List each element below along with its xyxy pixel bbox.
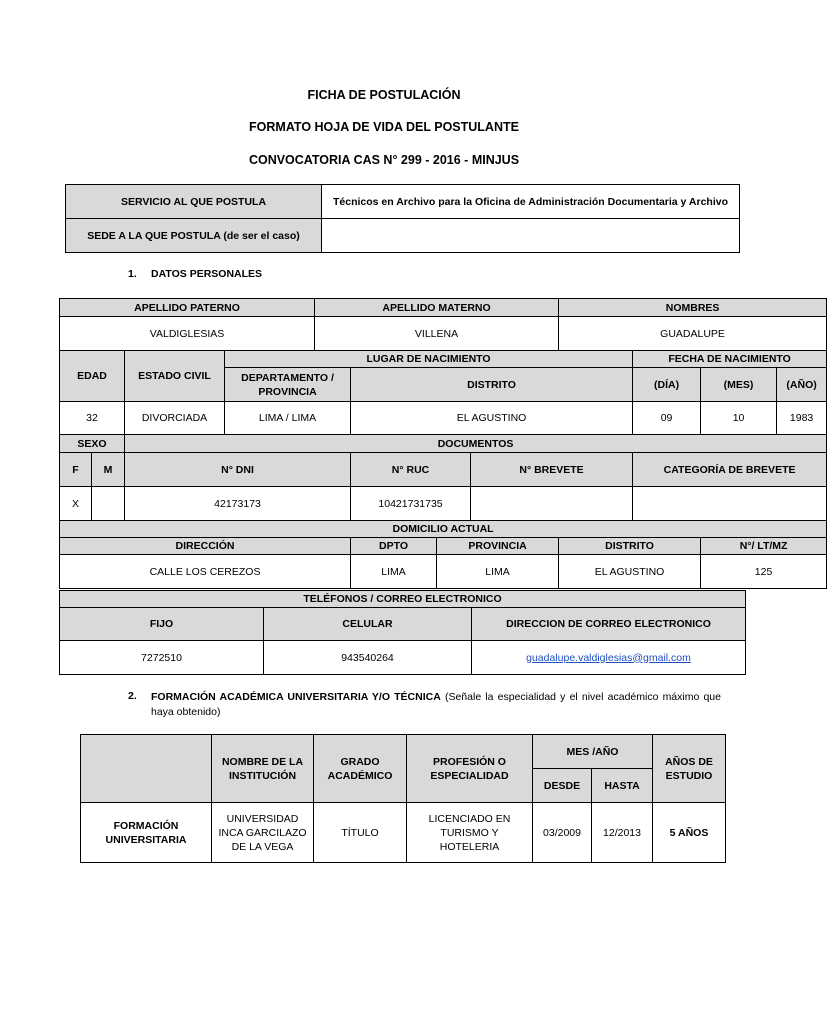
categoria-brevete-value: [633, 487, 827, 521]
dni-label: N° DNI: [125, 453, 351, 487]
fecha-nacimiento-label: FECHA DE NACIMIENTO: [633, 351, 827, 368]
domicilio-distrito-value: EL AGUSTINO: [559, 555, 701, 589]
apellido-paterno-value: VALDIGLESIAS: [60, 317, 315, 351]
sexo-label: SEXO: [60, 435, 125, 453]
telefonos-correo-label: TELÉFONOS / CORREO ELECTRONICO: [60, 591, 746, 608]
dni-value: 42173173: [125, 487, 351, 521]
ruc-value: 10421731735: [351, 487, 471, 521]
brevete-value: [471, 487, 633, 521]
apellido-materno-label: APELLIDO MATERNO: [315, 299, 559, 317]
direccion-label: DIRECCIÓN: [60, 538, 351, 555]
domicilio-distrito-label: DISTRITO: [559, 538, 701, 555]
personal-data-table: [59, 298, 827, 589]
formacion-universitaria-label: FORMACIÓN UNIVERSITARIA: [81, 803, 212, 863]
nombres-label: NOMBRES: [559, 299, 827, 317]
profesion-label: PROFESIÓN O ESPECIALIDAD: [407, 735, 533, 803]
mes-value: 10: [701, 402, 777, 435]
section-2-number: 2.: [128, 690, 137, 702]
institucion-value: UNIVERSIDAD INCA GARCILAZO DE LA VEGA: [212, 803, 314, 863]
estado-civil-label: ESTADO CIVIL: [125, 351, 225, 402]
anios-estudio-label: AÑOS DE ESTUDIO: [653, 735, 726, 803]
nombres-value: GUADALUPE: [559, 317, 827, 351]
sexo-f-value: X: [60, 487, 92, 521]
direccion-value: CALLE LOS CEREZOS: [60, 555, 351, 589]
grado-value: TÍTULO: [314, 803, 407, 863]
brevete-label: N° BREVETE: [471, 453, 633, 487]
sede-label: SEDE A LA QUE POSTULA (de ser el caso): [66, 219, 322, 253]
service-table: [65, 184, 740, 253]
fijo-value: 7272510: [60, 641, 264, 675]
desde-label: DESDE: [533, 769, 592, 803]
sexo-f-label: F: [60, 453, 92, 487]
distrito-label: DISTRITO: [351, 368, 633, 402]
departamento-provincia-label: DEPARTAMENTO / PROVINCIA: [225, 368, 351, 402]
correo-label: DIRECCION DE CORREO ELECTRONICO: [472, 608, 746, 641]
section-2-description: (Señale la especialidad y el nivel académico máximo que haya obtenido): [151, 691, 721, 718]
sexo-m-value: [92, 487, 125, 521]
anio-label: (AÑO): [777, 368, 827, 402]
email-link[interactable]: guadalupe.valdiglesias@gmail.com: [526, 651, 691, 664]
celular-label: CELULAR: [264, 608, 472, 641]
hasta-value: 12/2013: [592, 803, 653, 863]
form-subtitle: FORMATO HOJA DE VIDA DEL POSTULANTE: [249, 120, 519, 134]
sede-value: [322, 219, 740, 253]
edad-label: EDAD: [60, 351, 125, 402]
departamento-provincia-value: LIMA / LIMA: [225, 402, 351, 435]
dia-value: 09: [633, 402, 701, 435]
mes-label: (MES): [701, 368, 777, 402]
contact-table: [59, 590, 746, 675]
fijo-label: FIJO: [60, 608, 264, 641]
servicio-value: Técnicos en Archivo para la Oficina de Administración Documentaria y Archivo: [322, 185, 740, 219]
provincia-value: LIMA: [437, 555, 559, 589]
documentos-label: DOCUMENTOS: [125, 435, 827, 453]
provincia-label: PROVINCIA: [437, 538, 559, 555]
sexo-m-label: M: [92, 453, 125, 487]
convocatoria-title: CONVOCATORIA CAS N° 299 - 2016 - MINJUS: [248, 153, 520, 167]
servicio-label: SERVICIO AL QUE POSTULA: [66, 185, 322, 219]
hasta-label: HASTA: [592, 769, 653, 803]
celular-value: 943540264: [264, 641, 472, 675]
apellido-paterno-label: APELLIDO PATERNO: [60, 299, 315, 317]
numero-lt-mz-value: 125: [701, 555, 827, 589]
categoria-brevete-label: CATEGORÍA DE BREVETE: [633, 453, 827, 487]
section-1-number: 1.: [128, 268, 137, 280]
correo-cell: [472, 641, 746, 675]
dpto-label: DPTO: [351, 538, 437, 555]
estado-civil-value: DIVORCIADA: [125, 402, 225, 435]
grado-label: GRADO ACADÉMICO: [314, 735, 407, 803]
education-table: [80, 734, 726, 863]
dpto-value: LIMA: [351, 555, 437, 589]
profesion-value: LICENCIADO EN TURISMO Y HOTELERIA: [407, 803, 533, 863]
dia-label: (DÍA): [633, 368, 701, 402]
apellido-materno-value: VILLENA: [315, 317, 559, 351]
education-header-blank: [81, 735, 212, 803]
form-title: FICHA DE POSTULACIÓN: [307, 88, 461, 102]
anios-estudio-value: 5 AÑOS: [653, 803, 726, 863]
desde-value: 03/2009: [533, 803, 592, 863]
anio-value: 1983: [777, 402, 827, 435]
institucion-label: NOMBRE DE LA INSTITUCIÓN: [212, 735, 314, 803]
edad-value: 32: [60, 402, 125, 435]
lugar-nacimiento-label: LUGAR DE NACIMIENTO: [225, 351, 633, 368]
numero-lt-mz-label: N°/ LT/MZ: [701, 538, 827, 555]
section-1-title: DATOS PERSONALES: [151, 268, 263, 280]
ruc-label: N° RUC: [351, 453, 471, 487]
section-2-title: FORMACIÓN ACADÉMICA UNIVERSITARIA Y/O TÉCNICA: [151, 691, 441, 703]
domicilio-actual-label: DOMICILIO ACTUAL: [60, 521, 827, 538]
distrito-value: EL AGUSTINO: [351, 402, 633, 435]
section-2-heading: [151, 690, 721, 720]
mes-anio-label: MES /AÑO: [533, 735, 653, 769]
